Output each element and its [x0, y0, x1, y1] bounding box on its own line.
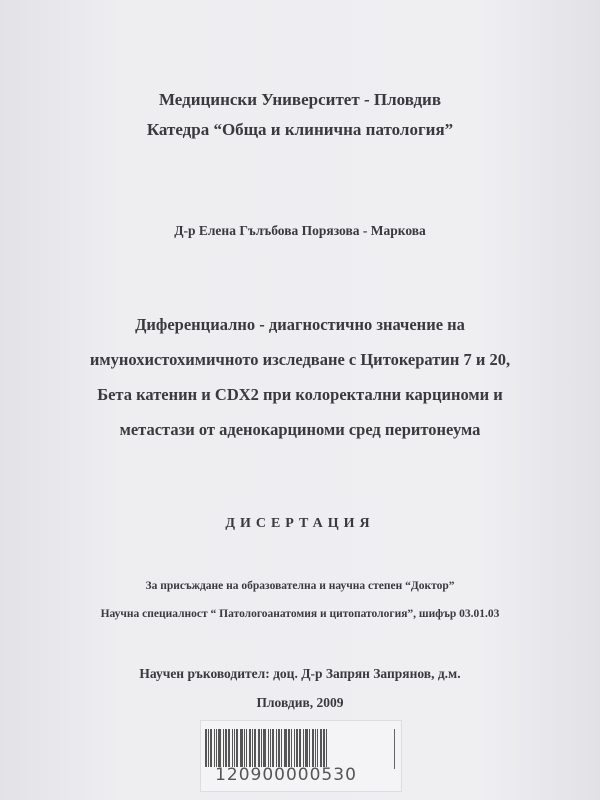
barcode-bar	[294, 729, 295, 767]
barcode-bar	[312, 729, 314, 767]
barcode-bar	[320, 729, 322, 767]
barcode-bar	[216, 729, 217, 767]
barcode-bar	[261, 729, 262, 767]
degree-line: За присъждане на образователна и научна степен “Доктор”	[145, 580, 455, 592]
barcode-bar	[309, 729, 310, 767]
barcode-bar	[268, 729, 269, 767]
barcode-bar	[225, 729, 227, 767]
barcode-bar	[299, 729, 301, 767]
specialty-line: Научна специалност “ Патологоанатомия и цитопатология”, шифър 03.01.03	[100, 608, 500, 620]
barcode-bar	[270, 729, 271, 767]
title-line-2: имунохистохимичното изследване с Цитокератин 7 и 20,	[89, 350, 511, 369]
department-name: Катедра “Обща и клинична патология”	[146, 120, 454, 139]
document-type: ДИСЕРТАЦИЯ	[225, 516, 375, 531]
barcode-bar	[315, 729, 316, 767]
barcode-bar	[228, 729, 230, 767]
barcode-bar	[232, 729, 233, 767]
barcode-bar	[258, 729, 260, 767]
barcode-bar	[246, 729, 247, 767]
barcode-bar	[218, 729, 221, 767]
barcode-bar	[276, 729, 277, 767]
barcode-bar	[205, 729, 207, 767]
barcode-bar	[252, 729, 253, 767]
barcode-bar	[296, 729, 298, 767]
barcode-bar	[263, 729, 266, 767]
barcode-bar	[254, 729, 256, 767]
barcode-bar	[284, 729, 287, 767]
barcode-bar	[303, 729, 304, 767]
title-line-4: метастази от аденокарциноми сред перитонеума	[119, 420, 481, 439]
barcode-bar	[278, 729, 280, 767]
barcode-bar	[291, 729, 292, 767]
barcode-bar	[272, 729, 274, 767]
title-line-3: Бета катенин и CDX2 при колоректални карциноми и	[97, 385, 503, 404]
barcode-bar	[240, 729, 243, 767]
title-line-1: Диференциално - диагностично значение на	[135, 315, 465, 334]
barcode-bar	[210, 729, 212, 767]
barcode-bar	[236, 729, 238, 767]
barcode-bars	[205, 729, 365, 767]
barcode-bar	[326, 729, 327, 767]
barcode-bar	[208, 729, 209, 767]
barcode-bar	[288, 729, 290, 767]
university-name: Медицински Университет - Пловдив	[158, 90, 442, 109]
barcode-bar	[223, 729, 224, 767]
barcode-bar	[244, 729, 245, 767]
barcode-bar	[305, 729, 308, 767]
barcode-bar	[323, 729, 325, 767]
barcode-edge-mark	[394, 729, 395, 769]
barcode-number: 120900000530	[215, 765, 357, 785]
author-name: Д-р Елена Гълъбова Порязова - Маркова	[174, 223, 426, 238]
barcode-bar	[214, 729, 215, 767]
barcode-bar	[234, 729, 235, 767]
place-year: Пловдив, 2009	[256, 695, 344, 710]
barcode-label	[200, 720, 402, 792]
barcode-bar	[249, 729, 251, 767]
barcode-bar	[317, 729, 318, 767]
barcode-bar	[281, 729, 282, 767]
supervisor-line: Научен ръководител: доц. Д-р Запрян Запрянов, д.м.	[139, 666, 461, 681]
